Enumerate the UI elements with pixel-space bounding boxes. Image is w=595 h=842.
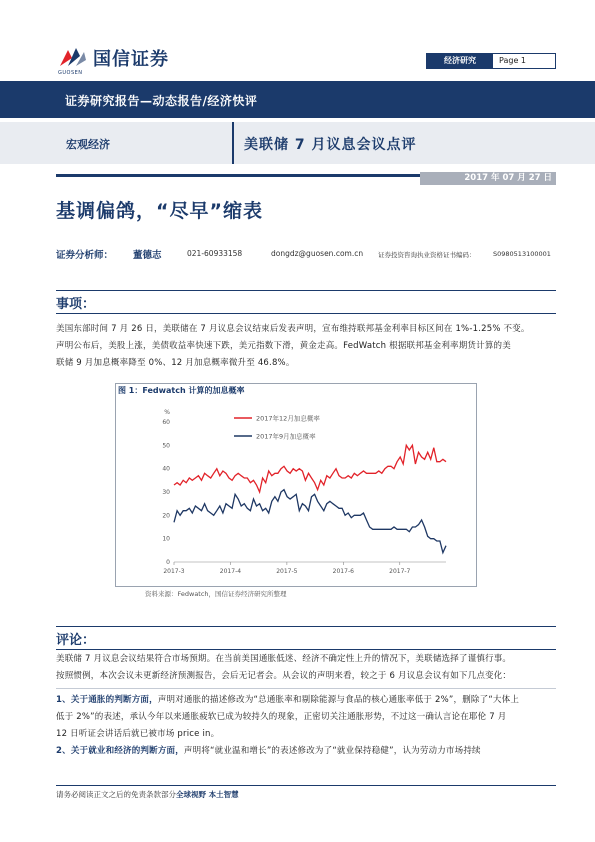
point-2-text-a: 声明将“就业温和增长”的表述修改为了“就业保持稳健”，认为劳动力市场持续 [183,746,481,756]
y-axis-unit: % [164,409,170,416]
events-line-3: 联储 9 月加息概率降至 0%、12 月加息概率微升至 46.8%。 [56,358,295,368]
footer [56,789,239,800]
analyst-phone: 021-60933158 [187,249,243,258]
company-logo-icon [58,44,88,70]
x-tick-label: 2017-6 [332,568,354,575]
section-rule-1 [56,290,556,291]
chart-title: 图 1：Fedwatch 计算的加息概率 [118,386,245,395]
rate-hike-probability-chart [116,400,474,584]
cert-label: 证券投资咨询执业资格证书编码： [378,251,476,259]
comment-point-1-line-1 [56,692,556,709]
x-tick-label: 2017-4 [219,568,242,575]
disclaimer-text: 请务必阅读正文之后的免责条款部分 [56,790,176,799]
company-name: 国信证券 [93,49,169,70]
para-divider [56,688,556,689]
section-rule-2b [56,649,556,650]
legend-label: 2017年9月加息概率 [256,432,316,441]
report-category-bar [0,81,595,118]
point-1-heading: 1、关于通胀的判断方面， [56,695,158,705]
title-band [0,122,595,164]
comment-point-2-line-1 [56,743,556,760]
section-title-comment: 评论： [56,633,96,648]
section-rule-1b [56,313,556,314]
x-tick-label: 2017-7 [389,568,411,575]
comment-point-1-line-3: 12 日听证会讲话后就已被市场 price in。 [56,729,220,739]
footer-rule [56,785,556,786]
section-title-events: 事项： [56,297,96,312]
slogan: 全球视野 本土智慧 [176,790,239,799]
band-divider [232,122,234,164]
report-date: 2017 年 07 月 27 日 [420,172,556,185]
series-line-dec [174,445,446,492]
report-type-label: 经济研究 [427,54,493,68]
y-tick-label: 40 [162,465,170,473]
comment-line-2: 按照惯例，本次会议未更新经济预测报告，会后无记者会。从会议的声明来看，较之于 6 月议息会议有如下几点变化： [56,671,512,681]
section-label: 宏观经济 [66,138,110,151]
point-2-heading: 2、关于就业和经济的判断方面， [56,746,184,756]
section-rule-2 [56,626,556,627]
y-tick-label: 30 [162,489,170,496]
y-tick-label: 20 [162,512,170,520]
headline: 基调偏鸽，“尽早”缩表 [56,200,263,222]
comment-point-1-line-2: 低于 2%”的表述，承认今年以来通胀疲软已成为较持久的现象，正密切关注通胀形势，不过这一确认言论在耶伦 7 月 [56,712,507,722]
report-type-box [426,53,556,69]
legend-label: 2017年12月加息概率 [256,414,320,423]
events-line-1: 美国东部时间 7 月 26 日，美联储在 7 月议息会议结束后发表声明，宣布维持联邦基金利率目标区间在 1%-1.25% 不变。 [56,324,530,334]
company-name-en: GUOSEN [58,70,83,76]
y-tick-label: 50 [162,442,170,450]
series-line-sep [174,490,446,553]
events-line-2: 声明公布后，美股上涨，美债收益率快速下跌，美元指数下滑，黄金走高。FedWatch 根据联邦基金利率期货计算的美 [56,341,511,351]
analyst-name: 董德志 [133,250,162,261]
analyst-label: 证券分析师： [56,250,114,261]
x-tick-label: 2017-5 [276,568,298,575]
page-number: Page 1 [499,56,526,65]
comment-line-1: 美联储 7 月议息会议结果符合市场预期。在当前美国通胀低迷、经济不确定性上升的情况下，美联储选择了谨慎行事。 [56,654,512,664]
y-tick-label: 0 [166,559,170,566]
y-tick-label: 60 [162,419,170,426]
y-tick-label: 10 [162,535,170,543]
report-category-text: 证券研究报告—动态报告/经济快评 [65,94,258,108]
report-title: 美联储 7 月议息会议点评 [244,137,417,153]
cert-number: S0980513100001 [493,250,551,258]
chart-source: 资料来源：Fedwatch，国信证券经济研究所整理 [145,590,287,598]
point-1-text-a: 声明对通胀的描述修改为“总通胀率和剔除能源与食品的核心通胀率低于 2%”，删除了“大体上 [157,695,520,705]
analyst-email: dongdz@guosen.com.cn [271,249,364,258]
x-tick-label: 2017-3 [163,568,185,575]
